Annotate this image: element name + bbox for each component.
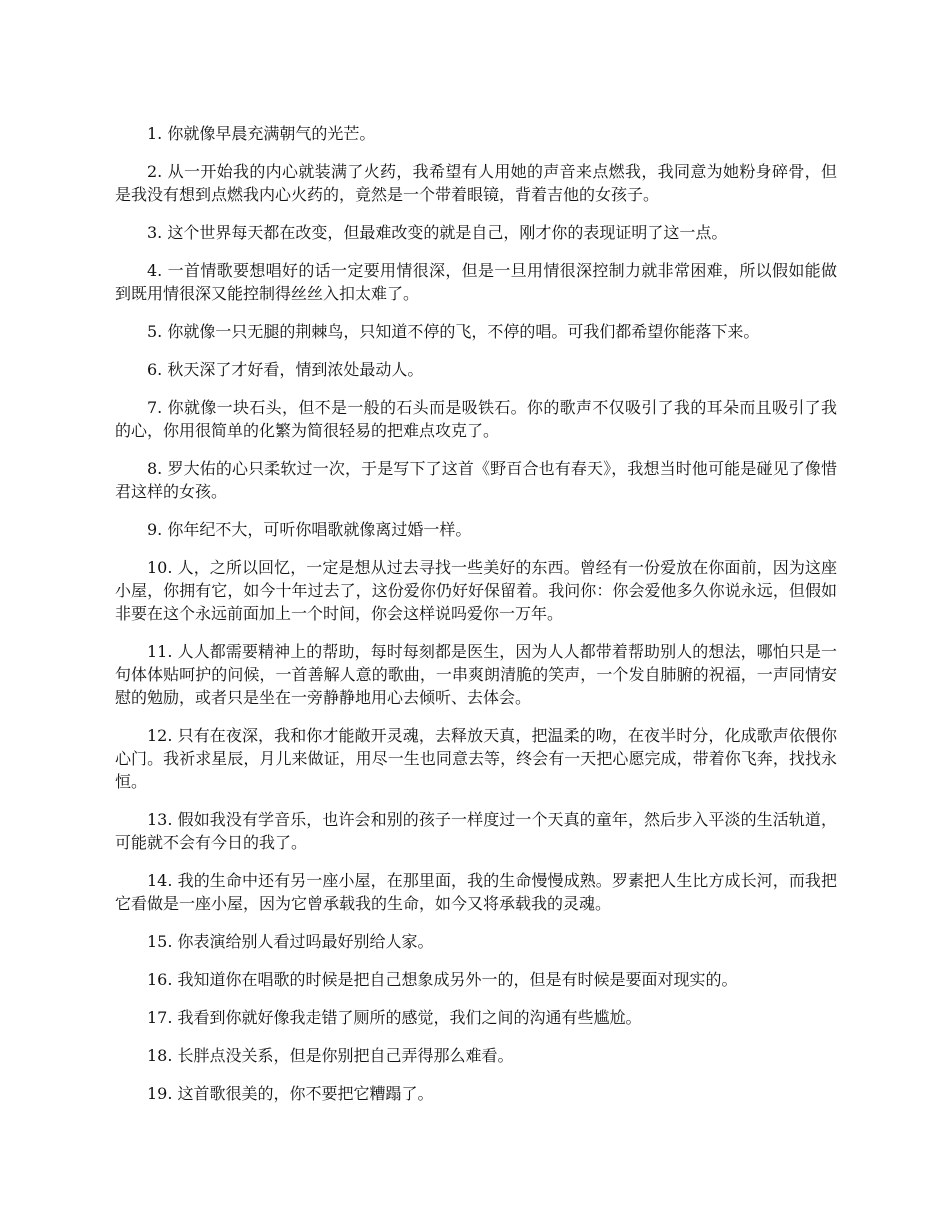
list-item: 7. 你就像一块石头，但不是一般的石头而是吸铁石。你的歌声不仅吸引了我的耳朵而且吸引了我的心，你用很简单的化繁为简很轻易的把难点攻克了。 xyxy=(115,398,837,440)
list-item: 2. 从一开始我的内心就装满了火药，我希望有人用她的声音来点燃我，我同意为她粉身碎骨，但是我没有想到点燃我内心火药的，竟然是一个带着眼镜，背着吉他的女孩子。 xyxy=(115,162,837,204)
list-item: 13. 假如我没有学音乐，也许会和别的孩子一样度过一个天真的童年，然后步入平淡的生活轨道，可能就不会有今日的我了。 xyxy=(115,810,837,852)
list-item: 4. 一首情歌要想唱好的话一定要用情很深，但是一旦用情很深控制力就非常困难，所以假如能做到既用情很深又能控制得丝丝入扣太难了。 xyxy=(115,261,837,303)
list-item: 6. 秋天深了才好看，情到浓处最动人。 xyxy=(147,360,424,379)
list-item: 10. 人，之所以回忆，一定是想从过去寻找一些美好的东西。曾经有一份爱放在你面前，因为这座小屋，你拥有它，如今十年过去了，这份爱你仍好好保留着。我问你：你会爱他多久你说永远，但假如非要在这个永远前面加上一个时间，你会这样说吗爱你一万年。 xyxy=(115,558,837,623)
list-item: 8. 罗大佑的心只柔软过一次，于是写下了这首《野百合也有春天》，我想当时他可能是碰见了像惜君这样的女孩。 xyxy=(115,459,837,501)
list-item: 17. 我看到你就好像我走错了厕所的感觉，我们之间的沟通有些尴尬。 xyxy=(147,1008,642,1027)
list-item: 3. 这个世界每天都在改变，但最难改变的就是自己，刚才你的表现证明了这一点。 xyxy=(147,223,728,242)
document-body xyxy=(115,122,837,1120)
list-item: 14. 我的生命中还有另一座小屋，在那里面，我的生命慢慢成熟。罗素把人生比方成长河，而我把它看做是一座小屋，因为它曾承载我的生命，如今又将承载我的灵魂。 xyxy=(115,871,837,913)
list-item: 5. 你就像一只无腿的荆棘鸟，只知道不停的飞，不停的唱。可我们都希望你能落下来。 xyxy=(147,322,760,341)
list-item: 12. 只有在夜深，我和你才能敞开灵魂，去释放天真，把温柔的吻，在夜半时分，化成歌声依偎你心门。我祈求星辰，月儿来做证，用尽一生也同意去等，终会有一天把心愿完成，带着你飞奔，找找永恒。 xyxy=(115,726,837,791)
list-item: 11. 人人都需要精神上的帮助，每时每刻都是医生，因为人人都带着帮助别人的想法，哪怕只是一句体体贴呵护的问候，一首善解人意的歌曲，一串爽朗清脆的笑声，一个发自肺腑的祝福，一声同情安慰的勉励，或者只是坐在一旁静静地用心去倾听、去体会。 xyxy=(115,642,837,707)
list-item: 19. 这首歌很美的，你不要把它糟蹋了。 xyxy=(147,1084,434,1103)
list-item: 9. 你年纪不大，可听你唱歌就像离过婚一样。 xyxy=(147,520,472,539)
list-item: 15. 你表演给别人看过吗最好别给人家。 xyxy=(147,932,434,951)
list-item: 16. 我知道你在唱歌的时候是把自己想象成另外一的，但是有时候是要面对现实的。 xyxy=(147,970,738,989)
list-item: 1. 你就像早晨充满朝气的光芒。 xyxy=(147,124,376,143)
list-item: 18. 长胖点没关系，但是你别把自己弄得那么难看。 xyxy=(147,1046,514,1065)
